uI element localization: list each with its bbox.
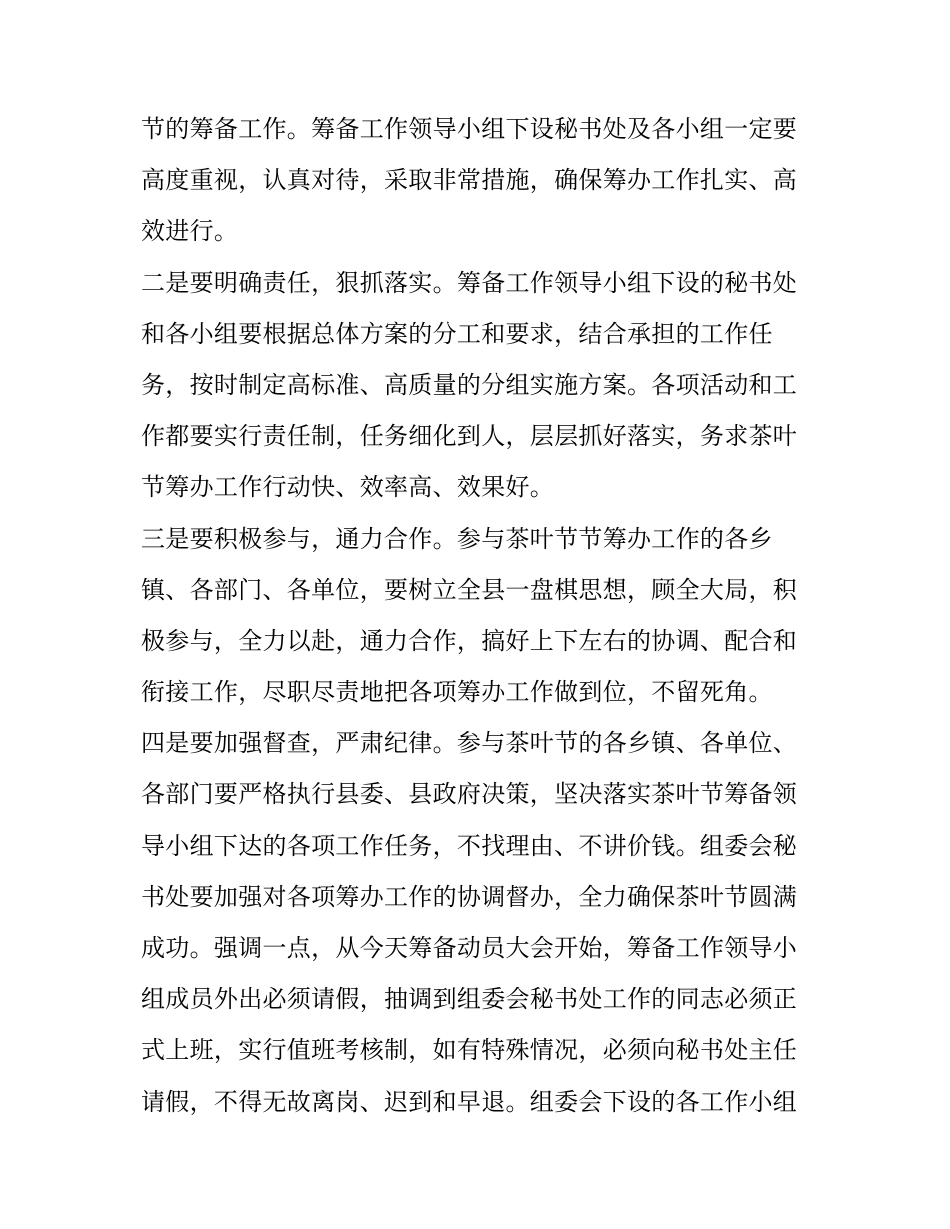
- text-line: 节筹办工作行动快、效率高、效果好。: [141, 473, 555, 502]
- text-line: 极参与，全力以赴，通力合作，搞好上下左右的协调、配合和: [141, 626, 798, 655]
- text-line: 衔接工作，尽职尽责地把各项筹办工作做到位，不留死角。: [141, 678, 773, 707]
- text-line: 各部门要严格执行县委、县政府决策，坚决落实茶叶节筹备领: [141, 780, 798, 809]
- text-line: 式上班，实行值班考核制，如有特殊情况，必须向秘书处主任: [141, 1036, 798, 1065]
- text-line: 效进行。: [141, 217, 239, 246]
- text-line: 四是要加强督查，严肃纪律。参与茶叶节的各乡镇、各单位、: [141, 729, 798, 758]
- text-line: 导小组下达的各项工作任务，不找理由、不讲价钱。组委会秘: [141, 831, 798, 860]
- text-line: 成功。强调一点，从今天筹备动员大会开始，筹备工作领导小: [141, 934, 798, 962]
- text-line: 二是要明确责任，狠抓落实。筹备工作领导小组下设的秘书处: [141, 268, 798, 297]
- text-line: 书处要加强对各项筹办工作的协调督办，全力确保茶叶节圆满: [141, 882, 798, 911]
- text-line: 节的筹备工作。筹备工作领导小组下设秘书处及各小组一定要: [141, 115, 798, 143]
- text-line: 组成员外出必须请假，抽调到组委会秘书处工作的同志必须正: [141, 985, 798, 1014]
- text-line: 和各小组要根据总体方案的分工和要求，结合承担的工作任: [141, 319, 773, 348]
- text-line: 请假，不得无故离岗、迟到和早退。组委会下设的各工作小组: [141, 1087, 798, 1116]
- text-line: 务，按时制定高标准、高质量的分组实施方案。各项活动和工: [141, 370, 798, 399]
- text-line: 镇、各部门、各单位，要树立全县一盘棋思想，顾全大局，积: [141, 575, 798, 604]
- body-text: [141, 104, 821, 1128]
- text-line: 作都要实行责任制，任务细化到人，层层抓好落实，务求茶叶: [141, 422, 798, 451]
- text-line: 三是要积极参与，通力合作。参与茶叶节节筹办工作的各乡: [141, 524, 773, 553]
- text-line: 高度重视，认真对待，采取非常措施，确保筹办工作扎实、高: [141, 166, 798, 195]
